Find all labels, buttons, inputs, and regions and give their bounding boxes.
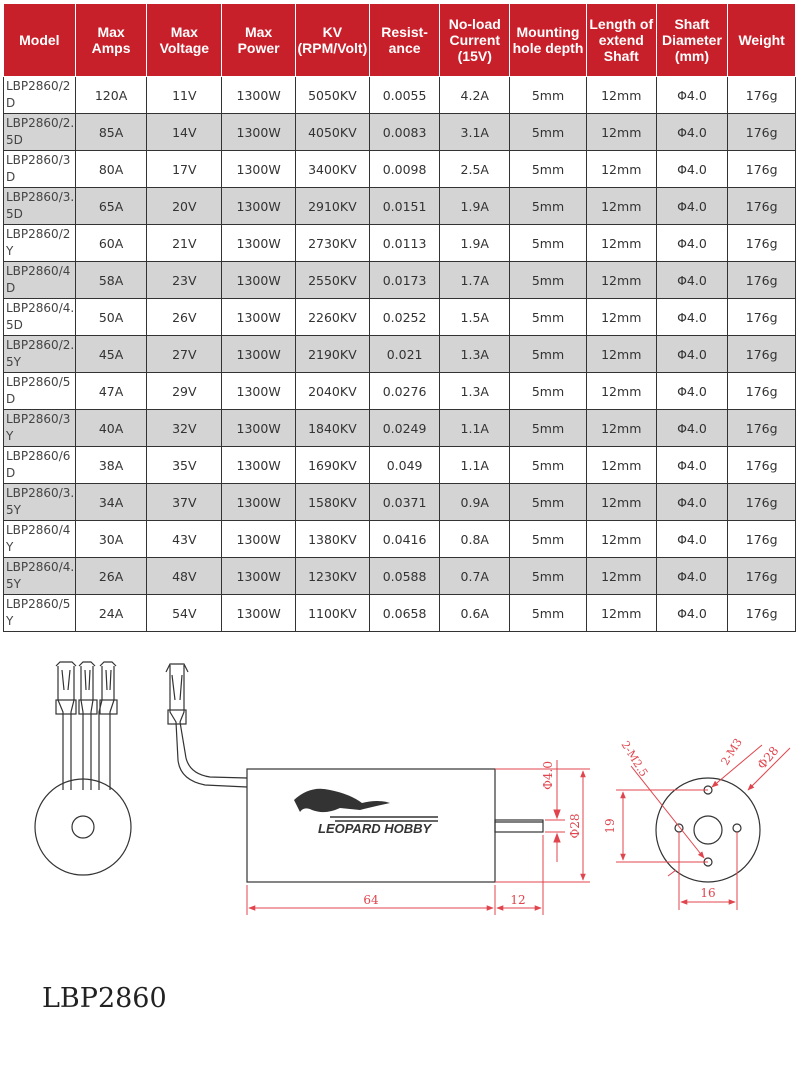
table-cell: 0.0083 xyxy=(369,114,440,151)
column-header: Mounting hole depth xyxy=(510,4,587,77)
table-cell: 1300W xyxy=(222,521,296,558)
table-cell: 5mm xyxy=(510,299,587,336)
table-cell: 0.8A xyxy=(440,521,510,558)
table-row xyxy=(4,299,796,336)
table-cell: 176g xyxy=(728,114,796,151)
table-cell: 1300W xyxy=(222,447,296,484)
table-cell: 30A xyxy=(75,521,147,558)
table-row xyxy=(4,410,796,447)
table-cell: 12mm xyxy=(586,336,656,373)
table-cell: 176g xyxy=(728,447,796,484)
table-cell: 176g xyxy=(728,484,796,521)
table-cell: Φ4.0 xyxy=(656,336,728,373)
hole-label-m25: 2-M2.5 xyxy=(618,738,651,780)
table-cell: 2550KV xyxy=(295,262,369,299)
model-cell: LBP2860/4D xyxy=(4,262,76,299)
table-cell: 4050KV xyxy=(295,114,369,151)
model-cell: LBP2860/5Y xyxy=(4,595,76,632)
table-cell: 176g xyxy=(728,521,796,558)
table-cell: 5050KV xyxy=(295,77,369,114)
dim-shaft-diameter: Φ4.0 xyxy=(541,761,555,790)
table-cell: 0.0249 xyxy=(369,410,440,447)
table-cell: 80A xyxy=(75,151,147,188)
dim-shaft-length: 12 xyxy=(510,893,526,907)
model-cell: LBP2860/4.5D xyxy=(4,299,76,336)
table-cell: 2260KV xyxy=(295,299,369,336)
table-cell: 1.3A xyxy=(440,373,510,410)
table-cell: 5mm xyxy=(510,373,587,410)
table-row xyxy=(4,114,796,151)
table-cell: 12mm xyxy=(586,484,656,521)
spec-table xyxy=(3,3,796,632)
table-cell: 3400KV xyxy=(295,151,369,188)
dim-hole-vertical: 19 xyxy=(603,818,617,834)
table-cell: 26A xyxy=(75,558,147,595)
table-cell: 23V xyxy=(147,262,222,299)
table-cell: 0.0055 xyxy=(369,77,440,114)
table-cell: 5mm xyxy=(510,447,587,484)
table-cell: 12mm xyxy=(586,595,656,632)
column-header: Max Power xyxy=(222,4,296,77)
table-cell: Φ4.0 xyxy=(656,484,728,521)
table-cell: 1300W xyxy=(222,336,296,373)
column-header: Weight xyxy=(728,4,796,77)
table-cell: 0.7A xyxy=(440,558,510,595)
table-cell: 12mm xyxy=(586,373,656,410)
table-row xyxy=(4,521,796,558)
table-cell: 5mm xyxy=(510,336,587,373)
table-cell: 176g xyxy=(728,595,796,632)
table-cell: 120A xyxy=(75,77,147,114)
table-cell: 0.0276 xyxy=(369,373,440,410)
table-cell: 1230KV xyxy=(295,558,369,595)
table-row xyxy=(4,188,796,225)
motor-side-view xyxy=(166,664,543,882)
table-cell: 2910KV xyxy=(295,188,369,225)
table-cell: 65A xyxy=(75,188,147,225)
table-cell: 17V xyxy=(147,151,222,188)
table-cell: 5mm xyxy=(510,558,587,595)
table-cell: Φ4.0 xyxy=(656,521,728,558)
table-cell: 1300W xyxy=(222,188,296,225)
table-cell: 60A xyxy=(75,225,147,262)
dim-length: 64 xyxy=(363,893,379,907)
table-cell: 12mm xyxy=(586,410,656,447)
model-cell: LBP2860/3.5Y xyxy=(4,484,76,521)
table-cell: 1300W xyxy=(222,595,296,632)
table-cell: 4.2A xyxy=(440,77,510,114)
table-cell: 1300W xyxy=(222,484,296,521)
table-cell: 12mm xyxy=(586,521,656,558)
table-header-row xyxy=(4,4,796,77)
table-cell: 35V xyxy=(147,447,222,484)
wire-end-view xyxy=(35,662,131,875)
dim-hole-horizontal: 16 xyxy=(700,886,716,900)
table-cell: 1.9A xyxy=(440,225,510,262)
table-cell: 0.0113 xyxy=(369,225,440,262)
table-cell: 27V xyxy=(147,336,222,373)
motor-drawing xyxy=(0,640,800,920)
table-body xyxy=(4,77,796,632)
table-cell: 1300W xyxy=(222,373,296,410)
table-cell: 20V xyxy=(147,188,222,225)
table-cell: 176g xyxy=(728,299,796,336)
table-cell: 12mm xyxy=(586,262,656,299)
model-cell: LBP2860/6D xyxy=(4,447,76,484)
product-label: LBP2860 xyxy=(42,983,167,1014)
table-cell: 5mm xyxy=(510,151,587,188)
table-cell: 12mm xyxy=(586,558,656,595)
table-cell: 45A xyxy=(75,336,147,373)
table-row xyxy=(4,225,796,262)
dim-body-diameter: Φ28 xyxy=(568,813,582,839)
table-cell: 176g xyxy=(728,188,796,225)
model-cell: LBP2860/2.5Y xyxy=(4,336,76,373)
table-cell: 1300W xyxy=(222,225,296,262)
table-cell: 12mm xyxy=(586,188,656,225)
table-cell: 0.9A xyxy=(440,484,510,521)
table-cell: 26V xyxy=(147,299,222,336)
table-cell: 176g xyxy=(728,558,796,595)
table-cell: 85A xyxy=(75,114,147,151)
table-cell: 1.9A xyxy=(440,188,510,225)
table-cell: 0.0173 xyxy=(369,262,440,299)
table-cell: Φ4.0 xyxy=(656,447,728,484)
table-cell: 5mm xyxy=(510,114,587,151)
table-cell: 12mm xyxy=(586,114,656,151)
table-cell: Φ4.0 xyxy=(656,262,728,299)
table-cell: 14V xyxy=(147,114,222,151)
table-cell: 176g xyxy=(728,77,796,114)
table-cell: 176g xyxy=(728,151,796,188)
table-cell: 54V xyxy=(147,595,222,632)
model-cell: LBP2860/3D xyxy=(4,151,76,188)
table-row xyxy=(4,151,796,188)
table-cell: Φ4.0 xyxy=(656,77,728,114)
table-row xyxy=(4,77,796,114)
table-cell: 40A xyxy=(75,410,147,447)
table-row xyxy=(4,484,796,521)
column-header: KV (RPM/Volt) xyxy=(295,4,369,77)
table-cell: 2190KV xyxy=(295,336,369,373)
model-cell: LBP2860/4.5Y xyxy=(4,558,76,595)
table-row xyxy=(4,262,796,299)
table-cell: 0.6A xyxy=(440,595,510,632)
table-cell: 1.1A xyxy=(440,447,510,484)
model-cell: LBP2860/3Y xyxy=(4,410,76,447)
table-cell: 5mm xyxy=(510,188,587,225)
table-cell: 0.0588 xyxy=(369,558,440,595)
column-header: Resist-ance xyxy=(369,4,440,77)
table-cell: 176g xyxy=(728,410,796,447)
table-cell: 12mm xyxy=(586,225,656,262)
table-cell: 37V xyxy=(147,484,222,521)
table-cell: 21V xyxy=(147,225,222,262)
table-cell: 0.0658 xyxy=(369,595,440,632)
hole-label-m3: 2-M3 xyxy=(718,736,745,768)
table-cell: 38A xyxy=(75,447,147,484)
table-cell: 1840KV xyxy=(295,410,369,447)
table-cell: 0.021 xyxy=(369,336,440,373)
model-cell: LBP2860/2.5D xyxy=(4,114,76,151)
table-cell: 1380KV xyxy=(295,521,369,558)
table-cell: 176g xyxy=(728,336,796,373)
brand-text: LEOPARD HOBBY xyxy=(318,821,432,836)
table-cell: 1300W xyxy=(222,558,296,595)
table-cell: Φ4.0 xyxy=(656,114,728,151)
table-cell: 0.0252 xyxy=(369,299,440,336)
table-cell: 1.5A xyxy=(440,299,510,336)
model-cell: LBP2860/2Y xyxy=(4,225,76,262)
table-cell: 0.0371 xyxy=(369,484,440,521)
column-header: Shaft Diameter (mm) xyxy=(656,4,728,77)
table-row xyxy=(4,558,796,595)
table-cell: 32V xyxy=(147,410,222,447)
table-cell: 34A xyxy=(75,484,147,521)
table-cell: 5mm xyxy=(510,77,587,114)
table-row xyxy=(4,373,796,410)
front-end-view xyxy=(656,778,760,882)
table-cell: 12mm xyxy=(586,447,656,484)
table-cell: 47A xyxy=(75,373,147,410)
table-cell: Φ4.0 xyxy=(656,410,728,447)
column-header: No-load Current (15V) xyxy=(440,4,510,77)
table-cell: 5mm xyxy=(510,225,587,262)
table-cell: 11V xyxy=(147,77,222,114)
table-cell: 1300W xyxy=(222,77,296,114)
column-header: Max Amps xyxy=(75,4,147,77)
table-cell: 3.1A xyxy=(440,114,510,151)
table-cell: 176g xyxy=(728,373,796,410)
table-cell: 1.3A xyxy=(440,336,510,373)
table-cell: 1300W xyxy=(222,114,296,151)
table-row xyxy=(4,447,796,484)
table-cell: Φ4.0 xyxy=(656,373,728,410)
table-cell: Φ4.0 xyxy=(656,151,728,188)
table-cell: 1.7A xyxy=(440,262,510,299)
table-cell: 2730KV xyxy=(295,225,369,262)
table-cell: 24A xyxy=(75,595,147,632)
table-cell: 5mm xyxy=(510,262,587,299)
table-cell: Φ4.0 xyxy=(656,225,728,262)
table-cell: 5mm xyxy=(510,410,587,447)
model-cell: LBP2860/3.5D xyxy=(4,188,76,225)
table-cell: 1300W xyxy=(222,151,296,188)
table-cell: 0.049 xyxy=(369,447,440,484)
table-cell: 0.0416 xyxy=(369,521,440,558)
table-cell: 2040KV xyxy=(295,373,369,410)
table-row xyxy=(4,595,796,632)
table-cell: 1690KV xyxy=(295,447,369,484)
table-cell: 1.1A xyxy=(440,410,510,447)
table-cell: 0.0151 xyxy=(369,188,440,225)
table-cell: 176g xyxy=(728,262,796,299)
table-cell: 5mm xyxy=(510,484,587,521)
model-cell: LBP2860/2D xyxy=(4,77,76,114)
column-header: Length of extend Shaft xyxy=(586,4,656,77)
leopard-logo xyxy=(294,789,438,836)
table-cell: 176g xyxy=(728,225,796,262)
table-cell: Φ4.0 xyxy=(656,558,728,595)
table-cell: 58A xyxy=(75,262,147,299)
table-cell: 1300W xyxy=(222,410,296,447)
table-cell: 12mm xyxy=(586,151,656,188)
dim-end-diameter: Φ28 xyxy=(754,743,782,772)
table-cell: 1300W xyxy=(222,299,296,336)
table-cell: 1580KV xyxy=(295,484,369,521)
table-cell: 5mm xyxy=(510,595,587,632)
model-cell: LBP2860/4Y xyxy=(4,521,76,558)
table-cell: 2.5A xyxy=(440,151,510,188)
table-cell: 48V xyxy=(147,558,222,595)
table-cell: Φ4.0 xyxy=(656,188,728,225)
table-cell: Φ4.0 xyxy=(656,299,728,336)
table-cell: 1100KV xyxy=(295,595,369,632)
table-cell: 1300W xyxy=(222,262,296,299)
table-cell: 50A xyxy=(75,299,147,336)
side-view-dimensions xyxy=(247,760,590,915)
column-header: Max Voltage xyxy=(147,4,222,77)
table-row xyxy=(4,336,796,373)
table-cell: 0.0098 xyxy=(369,151,440,188)
table-cell: 43V xyxy=(147,521,222,558)
table-cell: 5mm xyxy=(510,521,587,558)
table-cell: Φ4.0 xyxy=(656,595,728,632)
column-header: Model xyxy=(4,4,76,77)
table-cell: 12mm xyxy=(586,77,656,114)
table-cell: 29V xyxy=(147,373,222,410)
model-cell: LBP2860/5D xyxy=(4,373,76,410)
table-cell: 12mm xyxy=(586,299,656,336)
